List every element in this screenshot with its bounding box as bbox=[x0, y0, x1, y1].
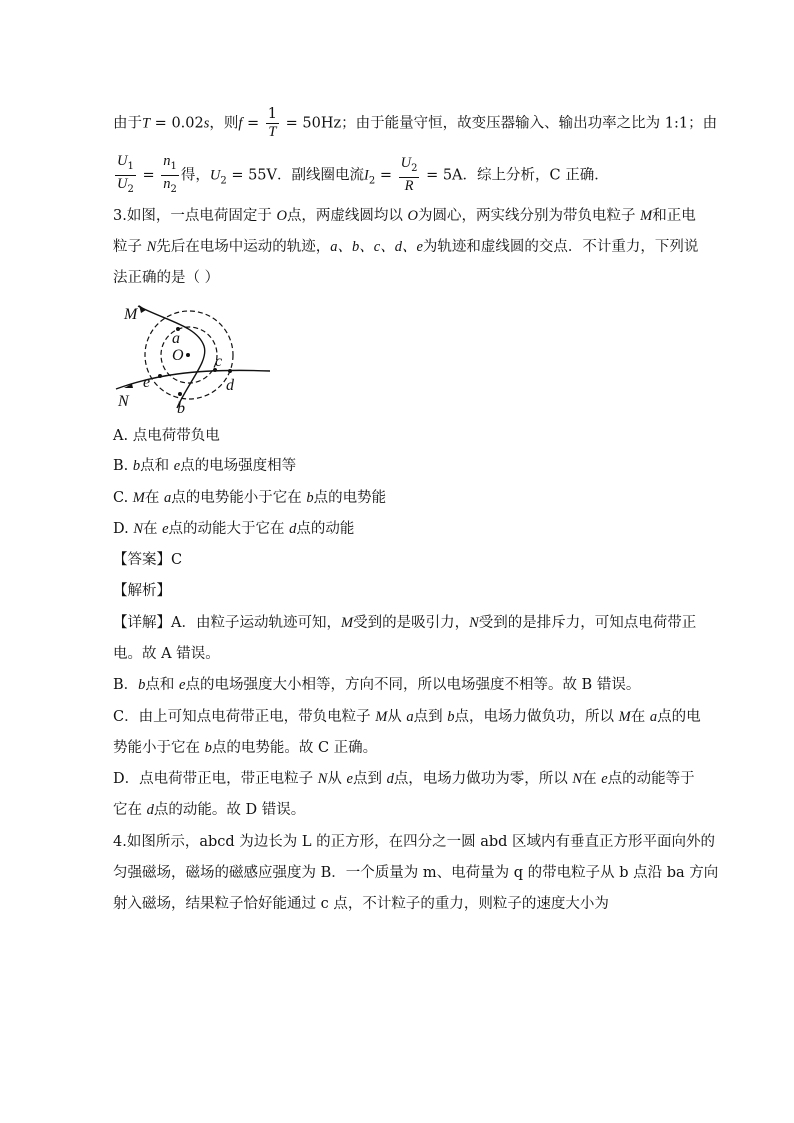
symbol: M bbox=[375, 709, 388, 725]
text: 在 bbox=[144, 490, 164, 506]
text: ．副线圈电流 bbox=[277, 167, 365, 184]
denominator bbox=[115, 176, 136, 198]
option-c bbox=[113, 488, 386, 508]
denominator bbox=[161, 176, 179, 198]
fraction-U2-over-R bbox=[399, 155, 420, 195]
text: 粒子 bbox=[113, 239, 147, 255]
analysis-line-1 bbox=[113, 613, 696, 633]
text: 点的电场强度相等 bbox=[180, 458, 297, 474]
text: 势能小于它在 bbox=[113, 740, 205, 756]
text: ．综上分析，C 正确． bbox=[462, 167, 609, 184]
symbol: M bbox=[340, 615, 354, 631]
text: D. bbox=[113, 521, 134, 537]
numerator bbox=[115, 153, 136, 176]
text: 为轨迹和虚线圆的交点．不计重力，下列说 bbox=[422, 239, 699, 255]
denominator: R bbox=[404, 178, 414, 195]
symbol: a、b、c、d、e bbox=[330, 239, 423, 255]
text: 点和 bbox=[140, 458, 174, 474]
text: 电。故 A 错误。 bbox=[113, 646, 220, 662]
text: 点的电势能。故 C 正确。 bbox=[211, 740, 378, 756]
label-e: e bbox=[143, 374, 151, 391]
analysis-line-3 bbox=[113, 675, 640, 695]
text: 点，电场力做功为零，所以 bbox=[393, 771, 573, 787]
question3-stem-line-1 bbox=[113, 206, 696, 226]
solution-line-1 bbox=[113, 106, 717, 141]
label-O: O bbox=[172, 347, 184, 364]
text: = 0.02 bbox=[150, 115, 204, 132]
option-d bbox=[113, 519, 354, 539]
symbol: n bbox=[163, 175, 171, 192]
symbol: e bbox=[179, 677, 186, 693]
symbol: U bbox=[117, 153, 128, 169]
text: D．点电荷带正电，带正电粒子 bbox=[113, 771, 318, 787]
symbol: d bbox=[386, 771, 394, 787]
label-N: N bbox=[118, 393, 129, 410]
text: B． bbox=[113, 677, 139, 693]
label-a: a bbox=[172, 330, 180, 347]
text: 由于 bbox=[113, 115, 142, 132]
text: 点的动能等于 bbox=[607, 771, 695, 787]
text: 和正电 bbox=[652, 208, 696, 224]
analysis-title bbox=[113, 581, 171, 601]
symbol: e bbox=[173, 458, 181, 474]
subscript: 2 bbox=[220, 175, 227, 187]
text: 【解析】 bbox=[113, 583, 171, 599]
subscript: 2 bbox=[411, 163, 418, 175]
text: C．由上可知点电荷带正电，带负电粒子 bbox=[113, 709, 376, 725]
symbol: e bbox=[162, 521, 169, 537]
text: A. 点电荷带负电 bbox=[113, 428, 220, 444]
subscript: 2 bbox=[170, 183, 177, 195]
text: = 55V bbox=[226, 167, 278, 184]
subscript: 1 bbox=[170, 160, 177, 172]
answer: 【答案】C bbox=[113, 552, 183, 568]
subscript: 2 bbox=[127, 183, 134, 195]
symbol-f: f bbox=[238, 115, 243, 132]
label-d: d bbox=[226, 377, 234, 394]
symbol: N bbox=[133, 521, 143, 537]
symbol: e bbox=[346, 771, 353, 787]
question3-stem-line-2 bbox=[113, 237, 698, 257]
fraction-1-over-T bbox=[266, 106, 279, 141]
text: 射入磁场，结果粒子恰好能通过 c 点，不计粒子的重力，则粒子的速度大小为 bbox=[113, 896, 609, 912]
symbol: M bbox=[640, 208, 653, 224]
text: 点到 bbox=[413, 709, 448, 725]
symbol: U bbox=[117, 175, 128, 192]
question3-stem-line-3 bbox=[113, 268, 219, 288]
text: 4.如图所示，abcd 为边长为 L 的正方形，在四分之一圆 abd 区域内有垂直正方形平面向外的 bbox=[113, 834, 716, 850]
text: 它在 bbox=[113, 802, 147, 818]
text: 在 bbox=[143, 521, 163, 537]
point-e-dot bbox=[158, 374, 162, 378]
symbol: N bbox=[146, 239, 157, 255]
analysis-line-4 bbox=[113, 707, 701, 727]
text: 点到 bbox=[352, 771, 387, 787]
symbol: b bbox=[306, 490, 314, 506]
text: 从 bbox=[327, 771, 347, 787]
text: 点的电势能小于它在 bbox=[171, 490, 307, 506]
label-b: b bbox=[177, 400, 185, 417]
denominator: T bbox=[268, 124, 277, 140]
symbol: N bbox=[469, 615, 479, 631]
text: 点，两虚线圆均以 bbox=[286, 208, 408, 224]
text: = bbox=[137, 167, 160, 184]
text: 在 bbox=[630, 709, 650, 725]
text: 点的动能。故 D 错误。 bbox=[153, 802, 306, 818]
question4-line-2 bbox=[113, 863, 718, 883]
question4-line-3 bbox=[113, 894, 609, 914]
text: = bbox=[242, 115, 264, 132]
text: 受到的是吸引力， bbox=[353, 615, 470, 631]
symbol: e bbox=[601, 771, 608, 787]
option-a bbox=[113, 426, 220, 446]
point-b-dot bbox=[178, 392, 182, 396]
point-d-dot bbox=[228, 369, 232, 373]
text: 点，电场力做负功，所以 bbox=[454, 709, 619, 725]
symbol: a bbox=[164, 490, 172, 506]
symbol: M bbox=[132, 490, 145, 506]
analysis-line-2 bbox=[113, 644, 220, 664]
text: = 5A bbox=[421, 167, 463, 184]
symbol: b bbox=[132, 458, 141, 474]
symbol: a bbox=[406, 709, 414, 725]
text: C. bbox=[113, 490, 133, 506]
solution-line-2 bbox=[113, 153, 609, 198]
symbol: n bbox=[163, 153, 171, 169]
symbol: d bbox=[289, 521, 297, 537]
symbol: N bbox=[317, 771, 328, 787]
numerator bbox=[399, 155, 420, 178]
symbol: M bbox=[618, 709, 631, 725]
symbol: U bbox=[400, 155, 412, 172]
symbol: N bbox=[572, 771, 583, 787]
analysis-line-7 bbox=[113, 800, 305, 820]
text: 得， bbox=[180, 167, 210, 184]
text: 匀强磁场，磁场的磁感应强度为 B．一个质量为 m、电荷量为 q 的带电粒子从 b 点沿 ba 方向 bbox=[113, 865, 719, 881]
symbol: O bbox=[276, 208, 287, 224]
symbol: b bbox=[447, 709, 455, 725]
text: 先后在电场中运动的轨迹， bbox=[156, 239, 331, 255]
answer-line bbox=[113, 550, 182, 570]
text: B. bbox=[113, 458, 133, 474]
symbol: b bbox=[138, 677, 146, 693]
option-b bbox=[113, 456, 296, 476]
fraction-n1-over-n2 bbox=[161, 153, 179, 198]
text: = bbox=[375, 167, 397, 184]
text: ；由于能量守恒，故变压器输入、输出功率之比为 1:1；由 bbox=[341, 115, 718, 132]
symbol: b bbox=[204, 740, 212, 756]
text: 点的电 bbox=[657, 709, 701, 725]
text: 3.如图，一点电荷固定于 bbox=[113, 208, 277, 224]
text: = 50Hz bbox=[281, 115, 342, 132]
text: 为圆心，两实线分别为带负电粒子 bbox=[418, 208, 641, 224]
text: 点的电势能 bbox=[313, 490, 387, 506]
symbol: d bbox=[146, 802, 154, 818]
analysis-line-5 bbox=[113, 738, 377, 758]
electric-field-diagram bbox=[112, 296, 282, 420]
text: ，则 bbox=[209, 115, 239, 132]
text: 【详解】A．由粒子运动轨迹可知， bbox=[113, 615, 341, 631]
text: 点的电场强度大小相等，方向不同，所以电场强度不相等。故 B 错误。 bbox=[185, 677, 641, 693]
label-c: c bbox=[215, 353, 223, 370]
text: 法正确的是（ ） bbox=[113, 270, 220, 286]
subscript: 2 bbox=[368, 175, 376, 187]
text: 点的动能大于它在 bbox=[168, 521, 290, 537]
text: 点的动能 bbox=[296, 521, 355, 537]
label-M: M bbox=[124, 306, 138, 323]
symbol-I: I bbox=[364, 167, 369, 184]
numerator: 1 bbox=[267, 106, 278, 122]
numerator bbox=[161, 153, 179, 176]
center-dot bbox=[186, 353, 190, 357]
symbol-T: T bbox=[142, 115, 151, 132]
text: 点和 bbox=[145, 677, 180, 693]
symbol: a bbox=[649, 709, 658, 725]
text: 在 bbox=[582, 771, 602, 787]
subscript: 1 bbox=[127, 160, 134, 172]
unit-s: s bbox=[203, 115, 210, 132]
question4-line-1 bbox=[113, 832, 715, 852]
text: 从 bbox=[387, 709, 407, 725]
analysis-line-6 bbox=[113, 769, 695, 789]
text: 受到的是排斥力，可知点电荷带正 bbox=[478, 615, 697, 631]
symbol-U: U bbox=[209, 167, 221, 184]
fraction-U1-over-U2 bbox=[115, 153, 136, 198]
symbol: O bbox=[407, 208, 419, 224]
